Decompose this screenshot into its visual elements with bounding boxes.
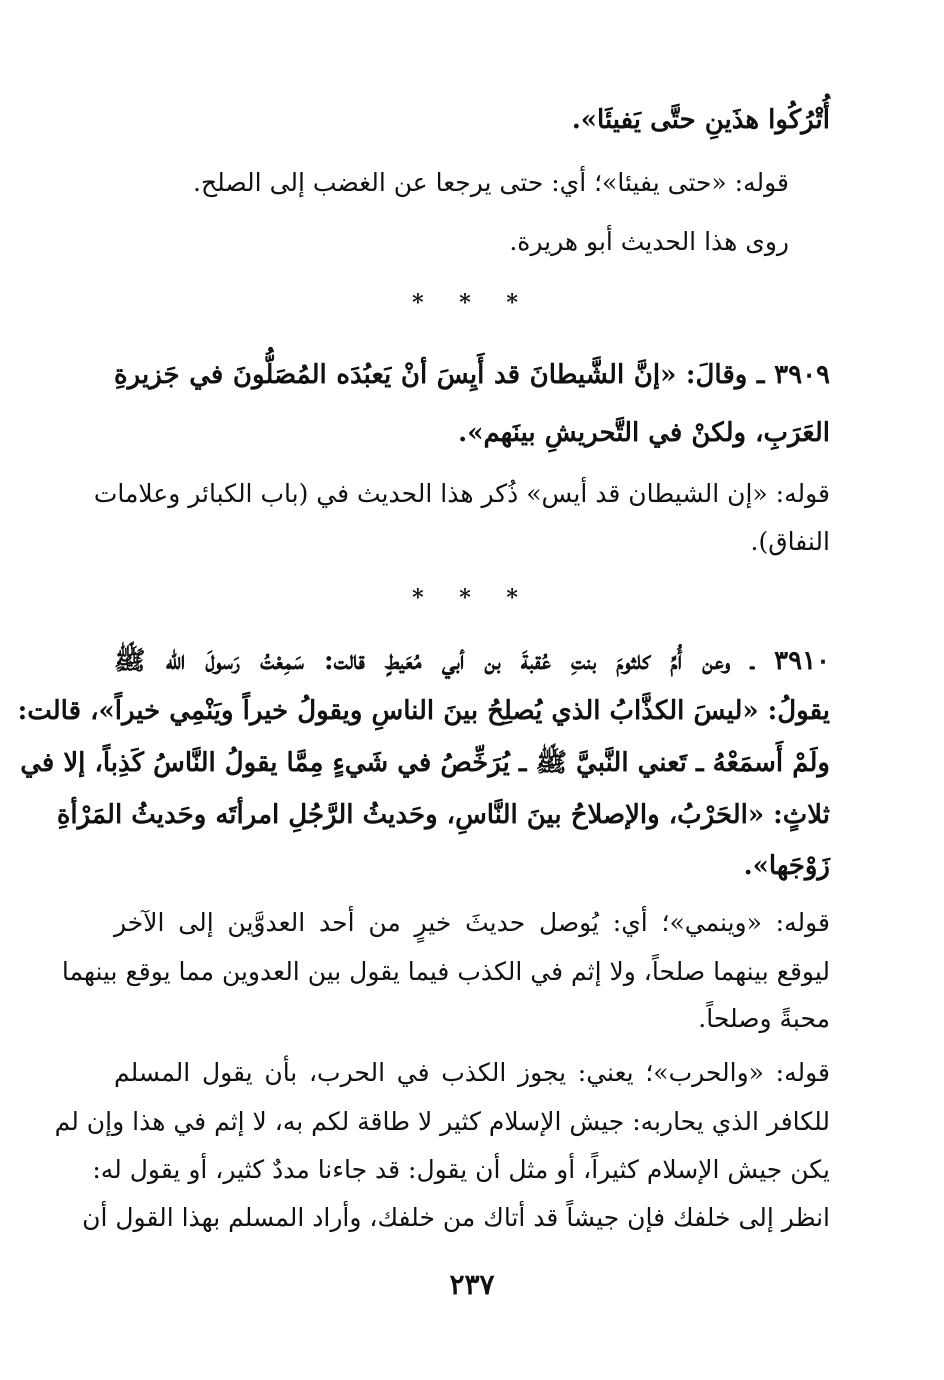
hadith-ending-line: أُتْرُكُوا هذَينِ حتَّى يَفيئَا». — [571, 105, 830, 135]
commentary-3910-b-line-1: قوله: «والحرب»؛ يعني: يجوز الكذب في الحرب، بأن يقول المسلم — [114, 1058, 830, 1087]
hadith-3910-line-3: ولَمْ أَسمَعْهُ ـ تَعني النَّبيَّ ﷺ ـ يُرَخِّصُ في شَيءٍ مِمَّا يقولُ النَّاسُ كَذِباً، إلا في — [20, 748, 830, 778]
commentary-3910-a-line-2: ليوقع بينهما صلحاً، ولا إثم في الكذب فيما يقول بين العدوين مما يوقع بينهما — [61, 957, 830, 986]
commentary-3910-b-line-4: انظر إلى خلفك فإن جيشاً قد أتاك من خلفك، وأراد المسلم بهذا القول أن — [82, 1203, 830, 1232]
commentary-3910-b-line-2: للكافر الذي يحاربه: جيش الإسلام كثير لا طاقة لكم به، لا إثم في هذا وإن لم — [54, 1107, 830, 1136]
hadith-3909-line-1: ٣٩٠٩ ـ وقالَ: «إنَّ الشَّيطانَ قد أَيِسَ أنْ يَعبُدَه المُصَلُّونَ في جَزيرةِ — [114, 360, 830, 390]
hadith-3910-line-4: ثلاثٍ: «الحَرْبُ، والإصلاحُ بينَ النَّاسِ، وحَديثُ الرَّجُلِ امرأتَه وحَديثُ المَرْأةِ — [56, 800, 830, 830]
page-number: ٢٣٧ — [449, 1268, 495, 1301]
section-separator: * * * — [412, 290, 532, 316]
hadith-3910-line-5: زَوْجَها». — [743, 851, 830, 881]
narrator-line: روى هذا الحديث أبو هريرة. — [509, 227, 789, 256]
commentary-line: قوله: «حتى يفيئا»؛ أي: حتى يرجعا عن الغضب إلى الصلح. — [193, 168, 789, 197]
commentary-3909-line-2: النفاق). — [750, 527, 830, 556]
hadith-3909-line-2: العَرَبِ، ولكنْ في التَّحريشِ بينَهم». — [458, 418, 830, 448]
commentary-3910-b-line-3: يكن جيش الإسلام كثيراً، أو مثل أن يقول: قد جاءنا مددٌ كثير، أو يقول له: — [92, 1155, 830, 1184]
hadith-3910-line-1: ٣٩١٠ ـ وعن أُمِّ كلثومَ بنتِ عُقبةَ بن أبي مُعَيطٍ قالت: سَمِعْتُ رَسولَ الله ﷺ — [114, 646, 830, 676]
commentary-3910-a-line-3: محبةً وصلحاً. — [698, 1004, 830, 1033]
commentary-3909-line-1: قوله: «إن الشيطان قد أيس» ذُكر هذا الحديث في (باب الكبائر وعلامات — [93, 479, 830, 508]
section-separator: * * * — [412, 585, 532, 611]
commentary-3910-a-line-1: قوله: «وينمي»؛ أي: يُوصل حديثَ خيرٍ من أحد العدوَّين إلى الآخر — [114, 908, 830, 937]
hadith-3910-line-2: يقولُ: «ليسَ الكذَّابُ الذي يُصلِحُ بينَ الناسِ ويقولُ خيراً ويَنْمِي خيراً»، قالت: — [17, 696, 830, 726]
